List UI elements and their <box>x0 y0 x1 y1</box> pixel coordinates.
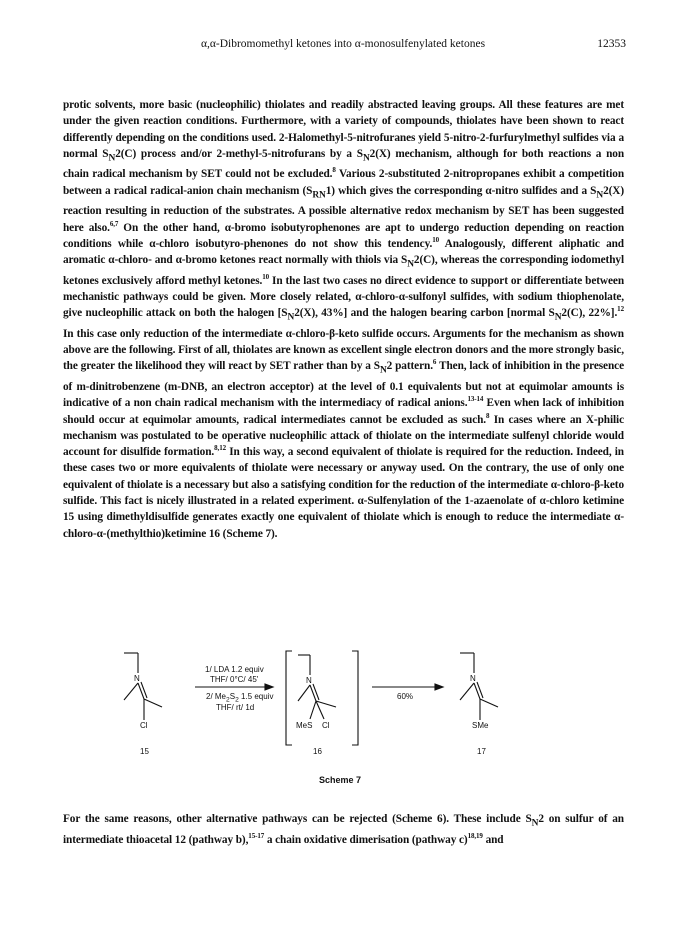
citation: 18,19 <box>467 832 483 841</box>
reaction-condition: THF/ rt/ 1d <box>216 703 255 712</box>
compound-number: 17 <box>477 747 486 756</box>
body-paragraph-continued <box>63 800 624 859</box>
reaction-scheme <box>110 645 560 785</box>
scheme-caption: Scheme 7 <box>318 775 362 785</box>
citation: 15-17 <box>248 832 265 841</box>
citation: 6 <box>432 358 437 367</box>
atom-label: SMe <box>472 721 489 730</box>
citation: 8,12 <box>214 444 226 453</box>
citation: 12 <box>617 305 624 314</box>
citation: 10 <box>262 272 270 281</box>
citation: 8 <box>332 166 336 175</box>
scheme-structures <box>110 645 560 785</box>
atom-label: N <box>306 676 312 685</box>
atom-label: Cl <box>140 721 148 730</box>
atom-label: N <box>470 674 476 683</box>
atom-label: N <box>134 674 140 683</box>
reaction-condition: 1/ LDA 1.2 equiv <box>205 665 264 674</box>
atom-label: Cl <box>322 721 330 730</box>
reaction-yield: 60% <box>397 692 414 701</box>
running-title: α,α-Dibromomethyl ketones into α-monosulfenylated ketones <box>200 38 486 50</box>
body-paragraph <box>63 97 624 542</box>
paragraph-text: For the same reasons, other alternative pathways can be rejected (Scheme 6). These include $S_N2$ on sulfur of an intermediate thioacetal 12 (pathway b),$^{15-17}$ a chain oxidative dimerisation (pathway c)$^{18,19}$ and <box>63 813 624 846</box>
citation: 6,7 <box>109 219 119 228</box>
running-header <box>60 38 626 54</box>
compound-number: 16 <box>313 747 322 756</box>
compound-number: 15 <box>140 747 149 756</box>
reaction-condition: 2/ $Me_2S_2$ 1.5 equiv <box>206 692 274 704</box>
paragraph-text: protic solvents, more basic (nucleophilic) thiolates and readily abstracted leaving groups. All these features are met under the given reaction conditions. Furthermore, with a variety of compounds, thiolates have been shown to react differently depending on the conditions used. 2-Halomethyl-5-nitrofuranes yield 5-nitro-2-furfurylmethyl sulfides via a normal $S_N2(C)$ process and/or 2-methyl-5-nitrofurans by a $S_N2(X)$ mechanism, although for both reactions a non chain radical mechanism by SET could not be excluded.$^8$ Various 2-substituted 2-nitropropanes exhibit a competition between a radical radical-anion chain mechanism $(S_{RN}1)$ which gives the corresponding α-nitro sulfides and a $S_N2(X)$ reaction resulting in reduction of the substrates. A possible alternative redox mechanism by SET has been suggested here also.$^{6,7}$ On the other hand, α-bromo isobutyrophenones are apt to undergo reduction depending on reaction conditions while α-chloro isobutyro-phenones do not show this tendency.$^{10}$ Analogously, different aliphatic and aromatic α-chloro- and α-bromo ketones react normally with thiols via $S_N2(C)$, whereas the corresponding iodomethyl ketones exclusively afford methyl ketones.$^{10}$ In the last two cases no direct evidence to support or differentiate between mechanistic pathways could be given. More closely related, α-chloro-α-sulfonyl sulfides, with sodium thiophenolate, give nucleophilic attack on both the halogen [$S_N2(X)$, 43%] and the halogen bearing carbon [normal $S_N2(C)$, 22%].$^{12}$ In this case only reduction of the intermediate α-chloro-β-keto sulfide occurs. Arguments for the mechanism as shown above are the following. First of all, thiolates are known as excellent single electron donors and the more strongly basic, the greater the likelihood they will react by SET rather than by a $S_N2$ pattern.$^6$ Then, lack of inhibition in the presence of m-dinitrobenzene (m-DNB, an electron acceptor) at the level of 0.1 equivalents but not at equimolar amounts is indicative of a non chain radical mechanism with the intermediacy of radical anions.$^{13-14}$ Even when lack of inhibition should occur at equimolar amounts, radical intermediates cannot be excluded as such.$^8$ In cases where an X-philic mechanism was postulated to be operative nucleophilic attack of thiolate on the intermediate sulfenyl chloride would account for disulfide formation.$^{8,12}$ In this way, a second equivalent of thiolate is required for the reduction. Indeed, in these cases two or more equivalents of thiolate were necessary or anyway used. On the contrary, the use of only one equivalent of thiolate is a necessary but also a satisfying condition for the reduction of the intermediate α-chloro-β-keto sulfide. This fact is nicely illustrated in a related experiment. α-Sulfenylation of the 1-azaenolate of α-chloro ketimine 15 using dimethyldisulfide generates exactly one equivalent of thiolate which is enough to reduce the intermediate α-chloro-α-(methylthio)ketimine 16 (Scheme 7). <box>63 99 625 540</box>
reaction-condition: THF/ 0°C/ 45' <box>210 675 259 684</box>
citation: 8 <box>486 411 490 420</box>
citation: 13-14 <box>467 395 484 404</box>
page-number: 12353 <box>597 38 626 50</box>
atom-label: MeS <box>296 721 313 730</box>
citation: 10 <box>432 236 440 245</box>
